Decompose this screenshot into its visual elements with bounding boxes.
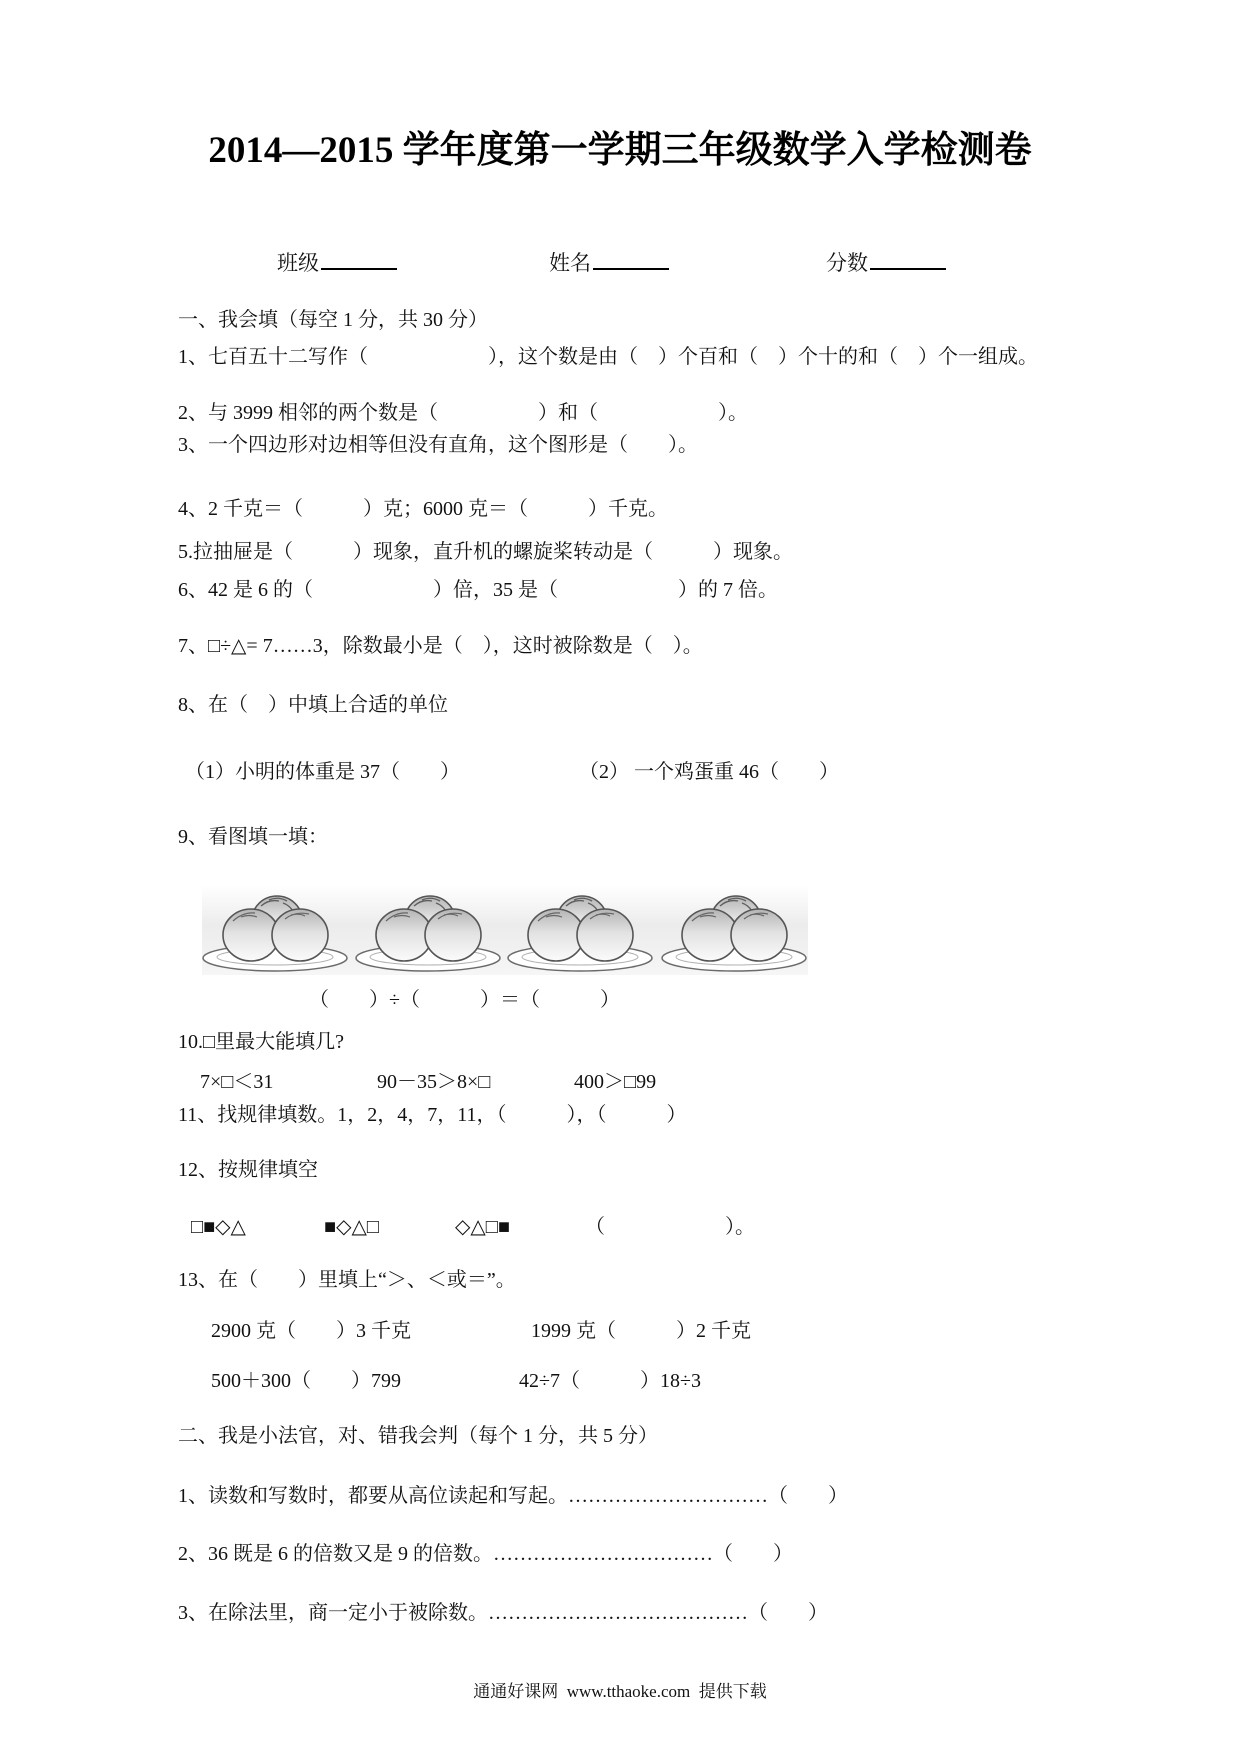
question-12-pattern-3: ◇△□■ (455, 1216, 510, 1238)
buns-on-plates-picture (202, 879, 808, 979)
question-6: 6、42 是 6 的（ ）倍，35 是（ ）的 7 倍。 (178, 579, 778, 601)
section-1-heading: 一、我会填（每空 1 分，共 30 分） (178, 309, 488, 331)
question-8-item-1: （1）小明的体重是 37（ ） (185, 761, 460, 783)
question-10: 10.□里最大能填几? (178, 1031, 344, 1053)
question-7: 7、□÷△= 7……3，除数最小是（ ），这时被除数是（ ）。 (178, 635, 703, 657)
question-4: 4、2 千克＝（ ）克；6000 克＝（ ）千克。 (178, 498, 668, 520)
question-3: 3、一个四边形对边相等但没有直角，这个图形是（ ）。 (178, 434, 698, 456)
question-10-item-1: 7×□＜31 (200, 1071, 274, 1093)
class-label: 班级 (277, 251, 319, 275)
judgement-item-1: 1、读数和写数时，都要从高位读起和写起。…………………………（ ） (178, 1485, 848, 1507)
question-12-pattern-1: □■◇△ (191, 1216, 246, 1238)
question-8: 8、在（ ）中填上合适的单位 (178, 694, 448, 716)
score-label: 分数 (826, 251, 868, 275)
bun (223, 909, 279, 961)
question-13-item-4: 42÷7（ ）18÷3 (519, 1370, 701, 1392)
question-8-item-2: （2） 一个鸡蛋重 46（ ） (579, 761, 839, 783)
question-10-item-2: 90－35＞8×□ (377, 1071, 491, 1093)
score-field (805, 220, 946, 305)
class-blank-line (321, 248, 397, 270)
question-5: 5.拉抽屉是（ ）现象，直升机的螺旋桨转动是（ ）现象。 (178, 541, 793, 563)
bun (577, 909, 633, 961)
score-blank-line (870, 248, 946, 270)
footer-source-note: 通通好课网 www.tthaoke.com 提供下载 (473, 1682, 767, 1701)
question-13-item-3: 500＋300（ ）799 (211, 1370, 401, 1392)
judgement-item-3: 3、在除法里，商一定小于被除数。…………………………………（ ） (178, 1602, 828, 1624)
question-2: 2、与 3999 相邻的两个数是（ ）和（ ）。 (178, 402, 748, 424)
section-2-heading: 二、我是小法官，对、错我会判（每个 1 分，共 5 分） (178, 1425, 658, 1447)
question-9: 9、看图填一填： (178, 826, 328, 848)
bun (682, 909, 738, 961)
question-13-item-2: 1999 克（ ）2 千克 (531, 1320, 751, 1342)
bun (376, 909, 432, 961)
question-13: 13、在（ ）里填上“＞、＜或＝”。 (178, 1269, 516, 1291)
question-11: 11、找规律填数。1，2，4，7，11，（ ），（ ） (178, 1104, 687, 1126)
question-10-item-3: 400＞□99 (574, 1071, 657, 1093)
question-12: 12、按规律填空 (178, 1159, 318, 1181)
judgement-item-2: 2、36 既是 6 的倍数又是 9 的倍数。……………………………（ ） (178, 1543, 793, 1565)
name-label: 姓名 (549, 251, 591, 275)
bun (528, 909, 584, 961)
bun (272, 909, 328, 961)
question-12-pattern-2: ■◇△□ (324, 1216, 379, 1238)
name-field (528, 220, 669, 305)
exam-title: 2014—2015 学年度第一学期三年级数学入学检测卷 (208, 130, 1032, 171)
class-field (256, 220, 397, 305)
question-9-equation: （ ）÷（ ）＝（ ） (309, 989, 620, 1011)
question-13-item-1: 2900 克（ ）3 千克 (211, 1320, 411, 1342)
bun (425, 909, 481, 961)
name-blank-line (593, 248, 669, 270)
question-1: 1、七百五十二写作（ ），这个数是由（ ）个百和（ ）个十的和（ ）个一组成。 (178, 346, 1038, 368)
question-12-answer-blank: （ ）。 (585, 1216, 755, 1238)
bun (731, 909, 787, 961)
